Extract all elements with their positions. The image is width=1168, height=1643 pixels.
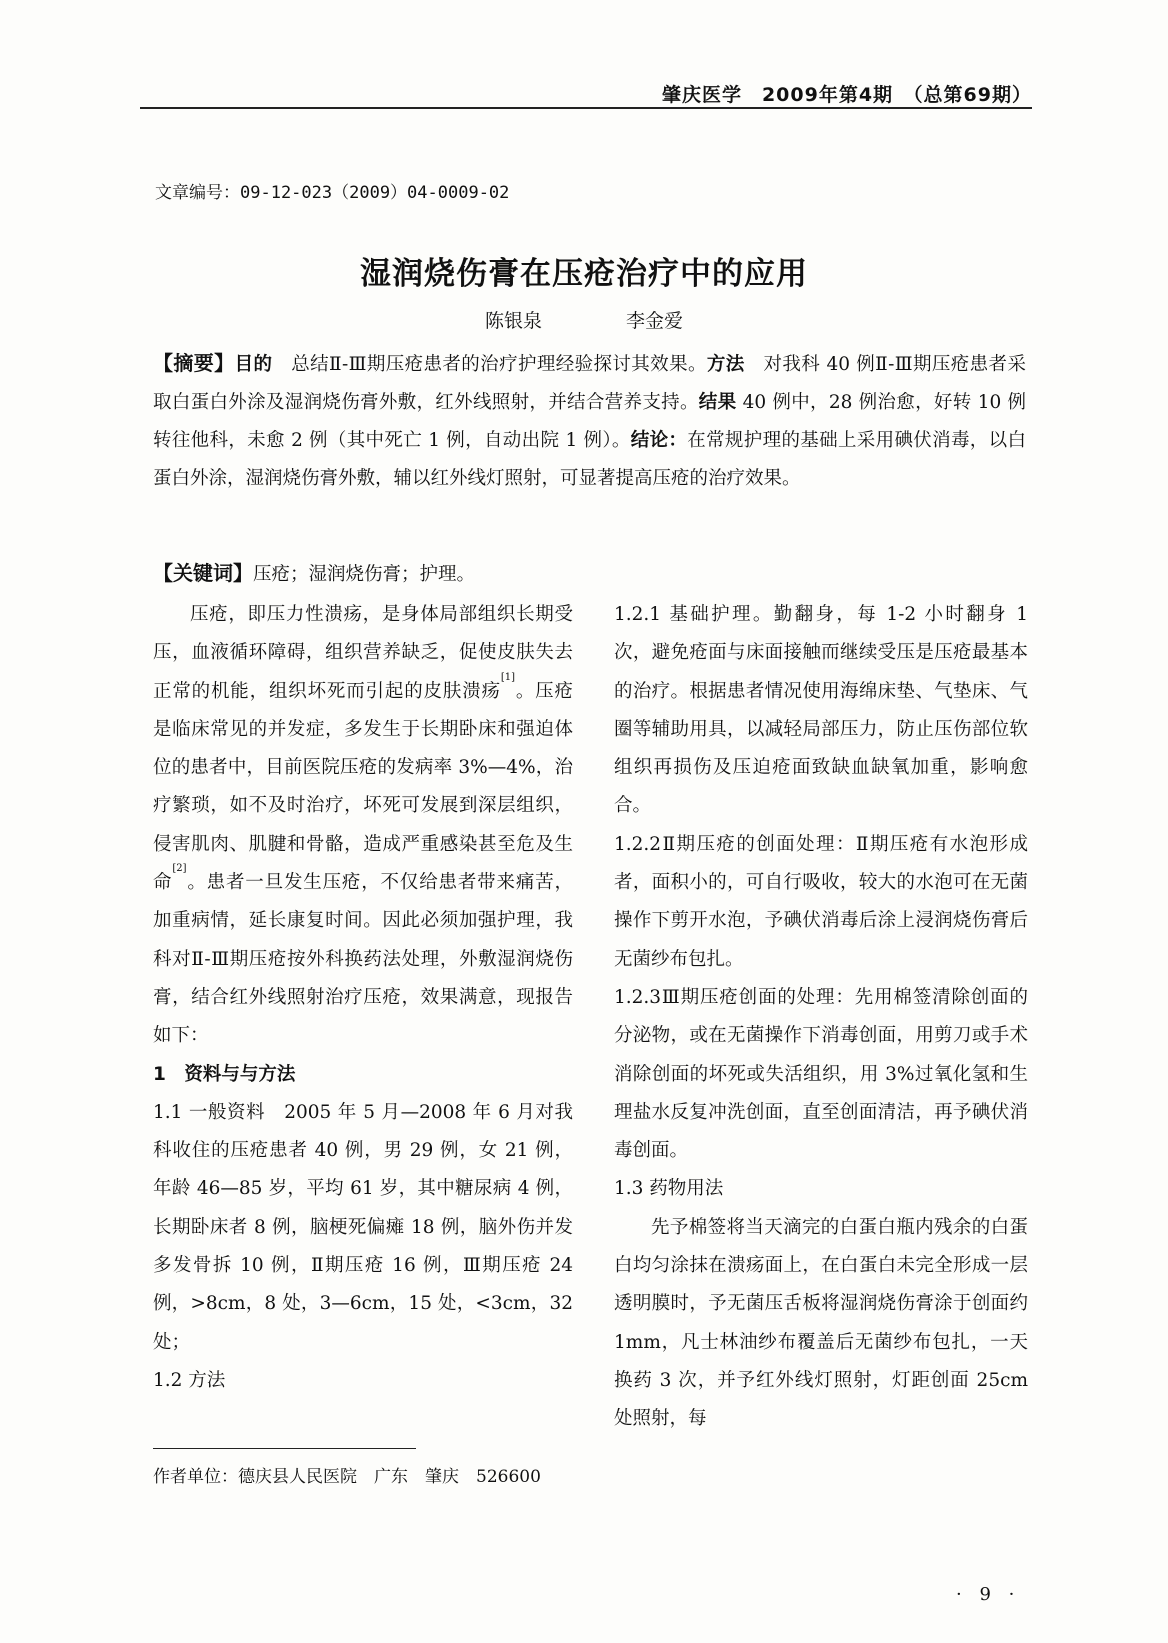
conclusion-label: 结论： bbox=[630, 430, 688, 451]
purpose-label: 目的 bbox=[234, 354, 273, 375]
author-name: 李金爱 bbox=[626, 310, 684, 332]
journal-header: 肇庆医学 2009年第4期 （总第69期） bbox=[661, 84, 1032, 106]
keywords bbox=[153, 554, 1026, 594]
right-column bbox=[614, 596, 1028, 1439]
abstract bbox=[153, 344, 1026, 498]
keywords-text: 压疮；湿润烧伤膏；护理。 bbox=[253, 564, 476, 585]
author-name: 陈银泉 bbox=[484, 310, 542, 332]
author-list bbox=[0, 306, 1168, 333]
subsection-basic-care: 1.2.1 基础护理。勤翻身，每 1-2 小时翻身 1 次，避免疮面与床面接触而继续受压是压疮最基本的治疗。根据患者情况使用海绵床垫、气垫床、气圈等辅助用具，以减轻局部压力，防止压伤部位软组织再损伤及压迫疮面致缺血缺氧加重，影响愈合。 bbox=[614, 604, 1028, 817]
keywords-tag: 【关键词】 bbox=[153, 561, 253, 585]
header-rule bbox=[140, 107, 1032, 109]
article-number: 文章编号：09-12-023（2009）04-0009-02 bbox=[155, 183, 510, 203]
left-column bbox=[153, 596, 573, 1400]
purpose-text: 总结Ⅱ-Ⅲ期压疮患者的治疗护理经验探讨其效果。 bbox=[291, 354, 707, 375]
result-text: 40 例中，28 例治愈，好转 10 例转往他科，未愈 2 例（其中死亡 1 例，自动出院 1 例）。 bbox=[153, 392, 1026, 451]
intro-text: 。患者一旦发生压疮，不仅给患者带来痛苦，加重病情，延长康复时间。因此必须加强护理，我科对Ⅱ-Ⅲ期压疮按外科换药法处理，外敷湿润烧伤膏，结合红外线照射治疗压疮，效果满意，现报告如下： bbox=[153, 872, 573, 1047]
subsection-drug-heading: 1.3 药物用法 bbox=[614, 1178, 724, 1200]
abstract-tag: 【摘要】 bbox=[153, 351, 235, 375]
intro-text: 压疮，即压力性溃疡，是身体局部组织长期受压，血液循环障碍，组织营养缺乏，促使皮肤失去正常的机能，组织坏死而引起的皮肤溃疡 bbox=[153, 604, 573, 702]
citation-ref[interactable]: [1] bbox=[500, 671, 515, 683]
citation-ref[interactable]: [2] bbox=[172, 863, 187, 875]
footnote-rule bbox=[153, 1448, 416, 1449]
intro-paragraph bbox=[153, 596, 573, 1056]
drug-usage-text: 先予棉签将当天滴完的白蛋白瓶内残余的白蛋白均匀涂抹在溃疡面上，在白蛋白未完全形成一层透明膜时，予无菌压舌板将湿润烧伤膏涂于创面约 1mm，凡士林油纱布覆盖后无菌纱布包扎，一天换药 3 次，并予红外线灯照射，灯距创面 25cm 处照射，每 bbox=[614, 1216, 1028, 1430]
subsection-method-heading: 1.2 方法 bbox=[153, 1369, 226, 1391]
intro-text: 。压疮是临床常见的并发症，多发生于长期卧床和强迫体位的患者中，目前医院压疮的发病率 3%—4%，治疗繁琐，如不及时治疗，坏死可发展到深层组织，侵害肌肉、肌腱和骨骼，造成严重感染甚至危及生命 bbox=[153, 680, 573, 894]
section-heading: 1 资料与与方法 bbox=[153, 1063, 296, 1085]
subsection-stage2: 1.2.2Ⅱ期压疮的创面处理：Ⅱ期压疮有水泡形成者，面积小的，可自行吸收，较大的水泡可在无菌操作下剪开水泡，予碘伏消毒后涂上浸润烧伤膏后无菌纱布包扎。 bbox=[614, 833, 1028, 970]
article-title: 湿润烧伤膏在压疮治疗中的应用 bbox=[360, 256, 808, 292]
author-affiliation: 作者单位：德庆县人民医院 广东 肇庆 526600 bbox=[153, 1467, 541, 1487]
method-label: 方法 bbox=[706, 354, 745, 375]
subsection-general-data: 1.1 一般资料 2005 年 5 月—2008 年 6 月对我科收住的压疮患者 40 例，男 29 例，女 21 例，年龄 46—85 岁，平均 61 岁，其中糖尿病 4 例，长期卧床者 8 例，脑梗死偏瘫 18 例，脑外伤并发多发骨拆 10 例，Ⅱ期压疮 16 例，Ⅲ期压疮 24 例，>8cm，8 处，3—6cm，15 处，<3cm，32 处； bbox=[153, 1101, 573, 1353]
method-text: 对我科 40 例Ⅱ-Ⅲ期压疮患者采取白蛋白外涂及湿润烧伤膏外敷，红外线照射，并结合营养支持。 bbox=[153, 354, 1026, 413]
page-number: · 9 · bbox=[956, 1584, 1021, 1605]
conclusion-text: 在常规护理的基础上采用碘伏消毒，以白蛋白外涂，湿润烧伤膏外敷，辅以红外线灯照射，可显著提高压疮的治疗效果。 bbox=[153, 430, 1026, 489]
subsection-stage3: 1.2.3Ⅲ期压疮创面的处理：先用棉签清除创面的分泌物，或在无菌操作下消毒创面，用剪刀或手术消除创面的坏死或失活组织，用 3%过氧化氢和生理盐水反复冲洗创面，直至创面清洁，再予碘伏消毒创面。 bbox=[614, 986, 1028, 1162]
result-label: 结果 bbox=[698, 392, 737, 413]
